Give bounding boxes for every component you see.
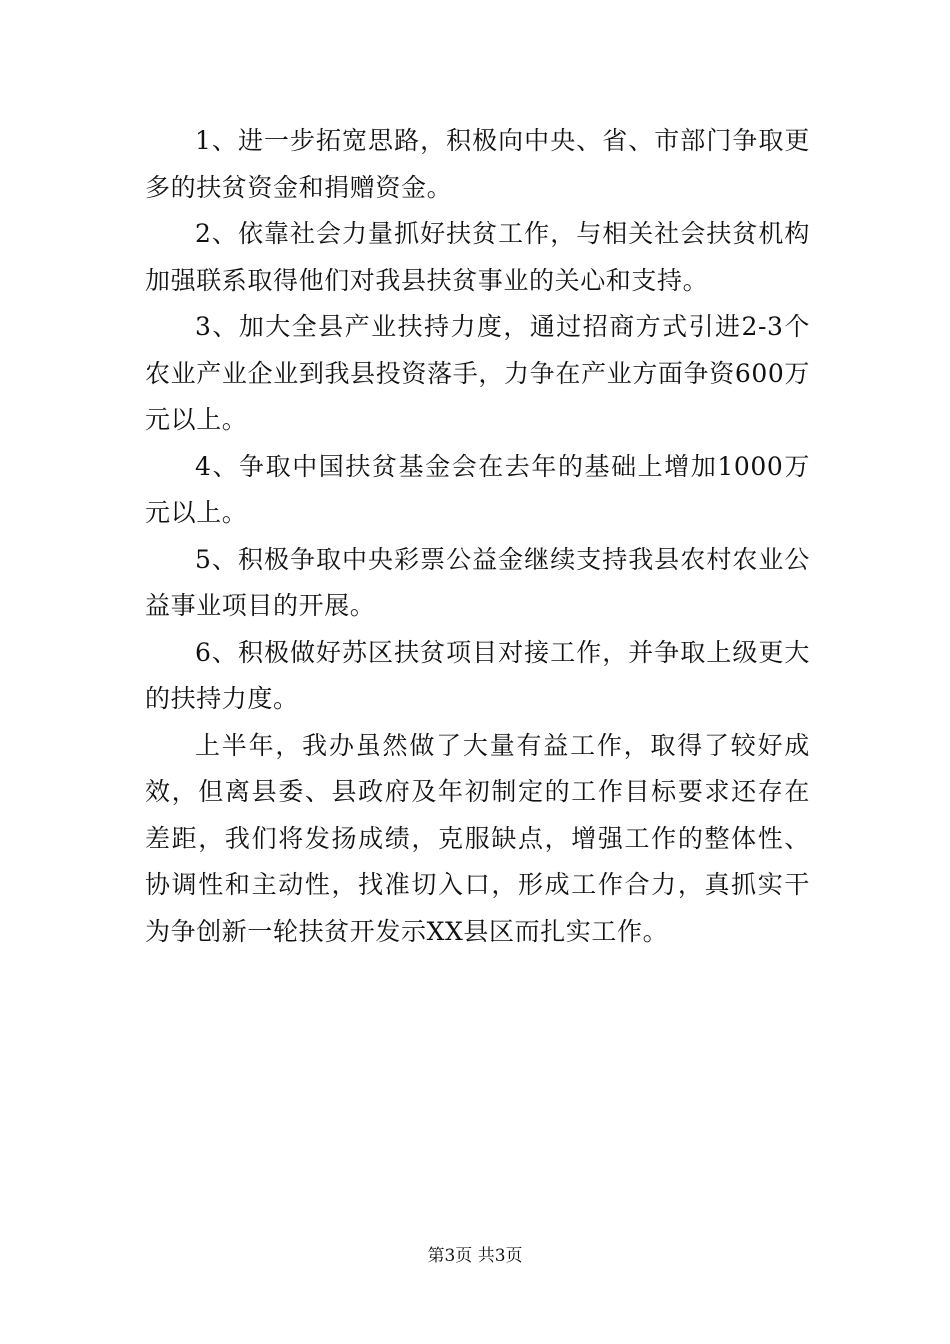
paragraph-summary: 上半年，我办虽然做了大量有益工作，取得了较好成效，但离县委、县政府及年初制定的工作目标要求还存在差距，我们将发扬成绩，克服缺点，增强工作的整体性、协调性和主动性，找准切入口，形成工作合力，真抓实干为争创新一轮扶贫开发示XX县区而扎实工作。 — [145, 730, 810, 946]
paragraph-item-4: 4、争取中国扶贫基金会在去年的基础上增加1000万元以上。 — [145, 451, 810, 527]
page-number-footer: 第3页 共3页 — [427, 1246, 523, 1266]
paragraph-item-1: 1、进一步拓宽思路，积极向中央、省、市部门争取更多的扶贫资金和捐赠资金。 — [145, 126, 810, 202]
paragraph-item-2: 2、依靠社会力量抓好扶贫工作，与相关社会扶贫机构加强联系取得他们对我县扶贫事业的关心和支持。 — [145, 219, 810, 295]
paragraph-item-3: 3、加大全县产业扶持力度，通过招商方式引进2-3个农业产业企业到我县投资落手，力争在产业方面争资600万元以上。 — [145, 312, 810, 434]
paragraph-item-5: 5、积极争取中央彩票公益金继续支持我县农村农业公益事业项目的开展。 — [145, 544, 810, 620]
paragraph-item-6: 6、积极做好苏区扶贫项目对接工作，并争取上级更大的扶持力度。 — [145, 637, 810, 713]
document-body — [145, 118, 810, 955]
